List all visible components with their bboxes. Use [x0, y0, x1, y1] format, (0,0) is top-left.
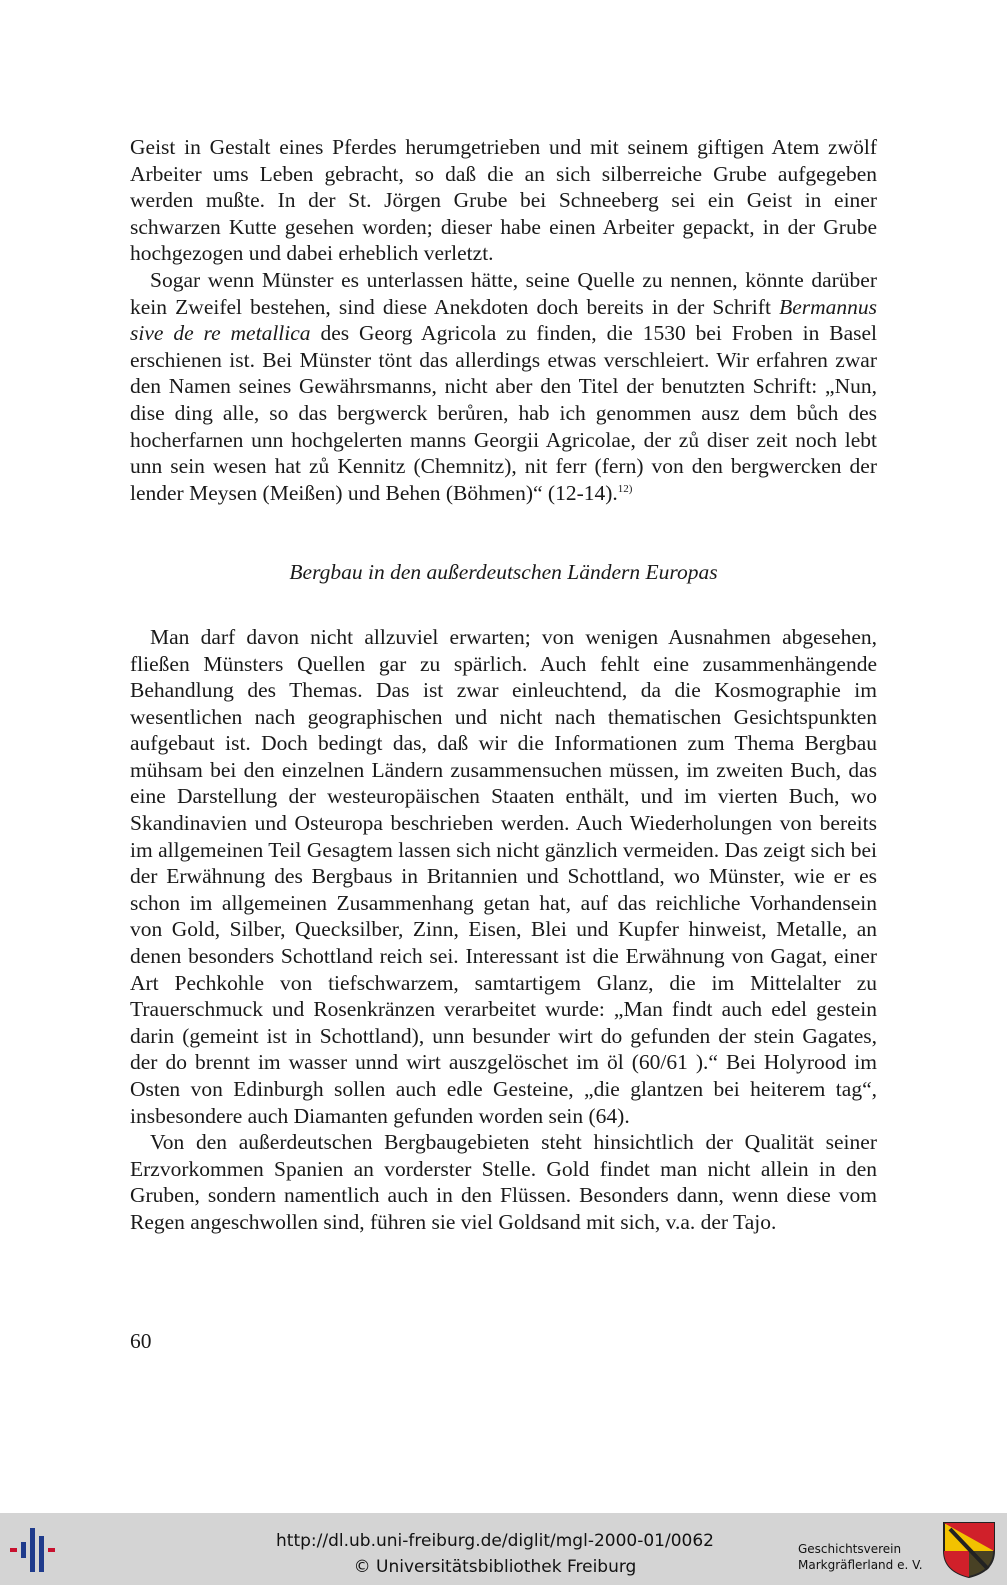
footnote-reference: 12) [617, 482, 633, 495]
paragraph-2-text-b: des Georg Agricola zu finden, die 1530 bei Froben in Basel erschienen ist. Bei Münster tönt das allerdings etwas verschleiert. Wir erfahren zwar den Namen seines Gewährsmanns, nicht aber den Titel der benutzten Schrift: „Nun, dise ding alle, so das bergwerck berůren, hab ich genommen ausz dem bůch des hocherfarnen unn hochgelerten manns Georgii Agricolae, der zů diser zeit noch lebt unn sein wesen hat zů Kennitz (Chemnitz), nit ferr (fern) von den bergwercken der lender Meysen (Meißen) und Behen (Böhmen)“ (12-14). [130, 321, 877, 505]
paragraph-2-text-a: Sogar wenn Münster es unterlassen hätte, seine Quelle zu nennen, könnte darüber kein Zweifel bestehen, sind diese Anekdoten doch bereits in der Schrift [130, 267, 877, 319]
paragraph-2 [130, 267, 877, 506]
section-heading: Bergbau in den außerdeutschen Ländern Europas [289, 560, 718, 585]
page-number: 60 [130, 1329, 152, 1353]
paragraph-4: Von den außerdeutschen Bergbaugebieten steht hinsichtlich der Qualität seiner Erzvorkommen Spanien an vorderster Stelle. Gold findet man nicht allein in den Gruben, sondern namentlich auch in den Flüssen. Besonders dann, wenn diese vom Regen angeschwollen sind, führen sie viel Goldsand mit sich, v.a. der Tajo. [130, 1130, 877, 1234]
library-logo-icon [8, 1523, 68, 1575]
footer-bar [0, 1513, 1007, 1585]
footer-url-link[interactable]: http://dl.ub.uni-freiburg.de/diglit/mgl-2000-01/0062 [276, 1531, 714, 1551]
paragraph-3: Man darf davon nicht allzuviel erwarten; von wenigen Ausnahmen abgesehen, fließen Münsters Quellen gar zu spärlich. Auch fehlt eine zusammenhängende Behandlung des Themas. Das ist zwar einleuchtend, da die Kosmographie im wesentlichen nach geographischen und nicht nach thematischen Gesichtspunkten aufgebaut ist. Doch bedingt das, daß wir die Informationen zum Thema Bergbau mühsam bei den einzelnen Ländern zusammensuchen müssen, im zweiten Buch, das eine Darstellung der westeuropäischen Staaten enthält, und im vierten Buch, wo Skandinavien und Osteuropa beschrieben werden. Auch Wiederholungen von bereits im allgemeinen Teil Gesagtem lassen sich nicht gänzlich vermeiden. Das zeigt sich bei der Erwähnung des Bergbaus in Britannien und Schottland, wo Münster, wie er es schon im allgemeinen Zusammenhang getan hat, auf das reichliche Vorhandensein von Gold, Silber, Quecksilber, Zinn, Eisen, Blei und Kupfer hinweist, Metalle, an denen besonders Schottland reich sei. Interessant ist die Erwähnung von Gagat, einer Art Pechkohle von tiefschwarzem, samtartigem Glanz, die im Mittelalter zu Trauerschmuck und Rosenkränzen verarbeitet wurde: „Man findt auch edel gestein darin (gemeint ist in Schottland), unn besunder wirt do gefunden der stein Gagates, der do brennt im wasser unnd wirt auszgelöschet im öl (60/61 ).“ Bei Holyrood im Osten von Edinburgh sollen auch edle Gesteine, „die glantzen bei heiterem tag“, insbesondere auch Diamanten gefunden worden sein (64). [130, 624, 877, 1128]
page-body [130, 134, 877, 1236]
society-name-line-2: Markgräflerland e. V. [798, 1558, 923, 1572]
footer-copyright: © Universitätsbibliothek Freiburg [353, 1557, 637, 1577]
society-name-line-1: Geschichtsverein [798, 1542, 902, 1556]
book-title: Bermannus sive de re metallica [130, 294, 877, 346]
paragraph-1: Geist in Gestalt eines Pferdes herumgetrieben und mit seinem giftigen Atem zwölf Arbeiter ums Leben gebracht, so daß die an sich silberreiche Grube aufgegeben werden mußte. In der St. Jörgen Grube bei Schneeberg sei ein Geist in einer schwarzen Kutte gesehen worden; dieser habe einen Arbeiter gepackt, in der Grube hochgezogen und dabei erheblich verletzt. [130, 135, 877, 266]
coat-of-arms-icon [942, 1521, 996, 1579]
society-name [798, 1541, 933, 1573]
